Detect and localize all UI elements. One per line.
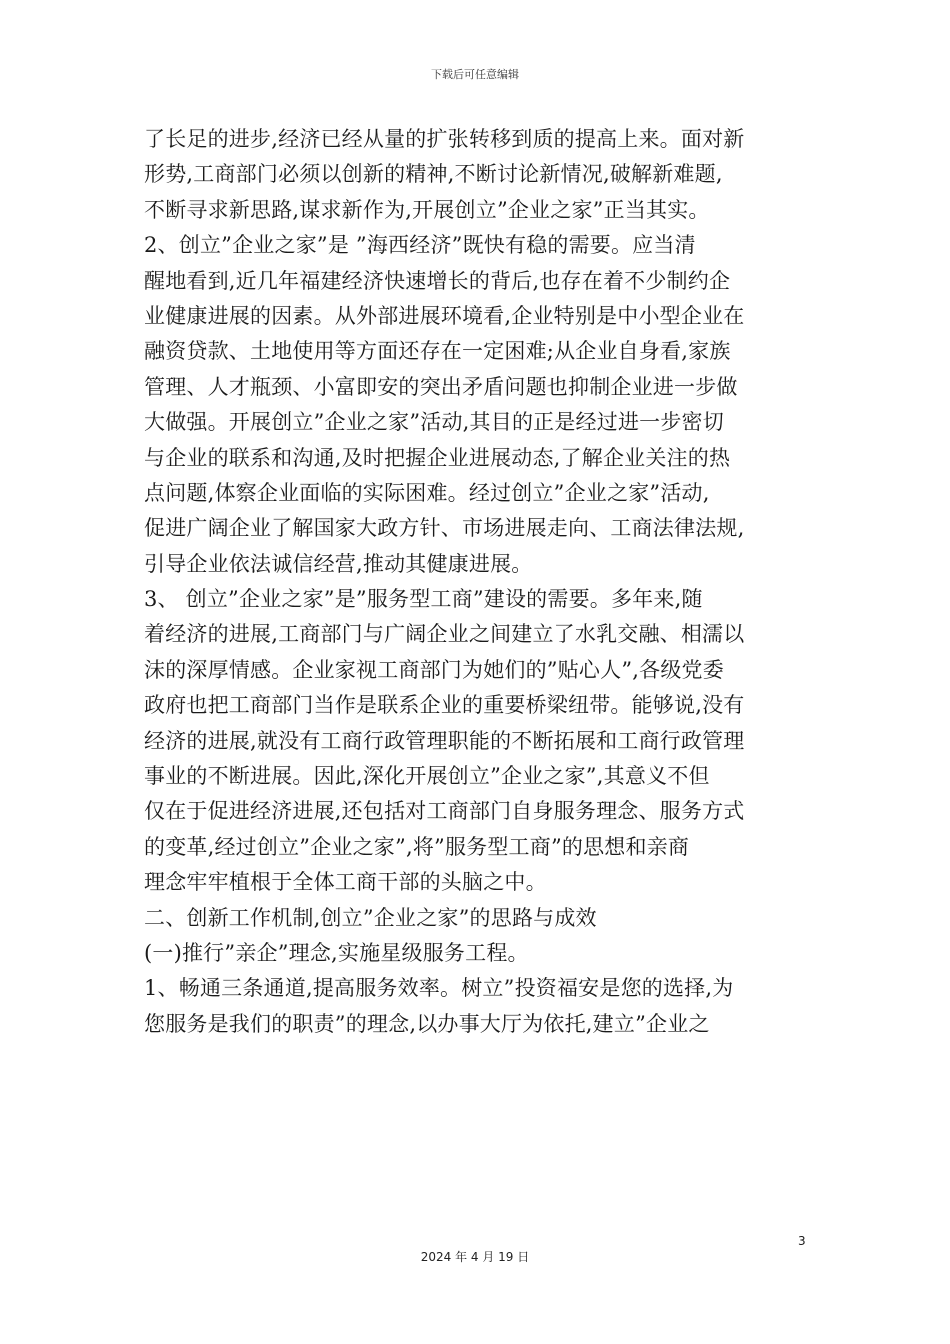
text-line: 3、 创立”企业之家”是”服务型工商”建设的需要。多年来,随 bbox=[144, 587, 703, 612]
text-line: 2、创立”企业之家”是 ”海西经济”既快有稳的需要。应当清 bbox=[144, 233, 696, 258]
text-line: 促进广阔企业了解国家大政方针、市场进展走向、工商法律法规, bbox=[144, 516, 745, 541]
text-line: 事业的不断进展。因此,深化开展创立”企业之家”,其意义不但 bbox=[144, 764, 710, 789]
text-line: 业健康进展的因素。从外部进展环境看,企业特别是中小型企业在 bbox=[144, 303, 745, 328]
text-line: 不断寻求新思路,谋求新作为,开展创立”企业之家”正当其实。 bbox=[144, 197, 710, 222]
text-line: 仅在于促进经济进展,还包括对工商部门自身服务理念、服务方式 bbox=[144, 799, 745, 824]
text-line: 融资贷款、土地使用等方面还存在一定困难;从企业自身看,家族 bbox=[144, 339, 731, 364]
text-line: 经济的进展,就没有工商行政管理职能的不断拓展和工商行政管理 bbox=[144, 728, 745, 753]
page-header: 下载后可任意编辑 bbox=[431, 68, 519, 81]
text-line: 沫的深厚情感。企业家视工商部门为她们的”贴心人”,各级党委 bbox=[144, 657, 724, 682]
text-line: 形势,工商部门必须以创新的精神,不断讨论新情况,破解新难题, bbox=[144, 162, 723, 187]
text-line: 理念牢牢植根于全体工商干部的头脑之中。 bbox=[144, 870, 547, 895]
text-line: 与企业的联系和沟通,及时把握企业进展动态,了解企业关注的热 bbox=[144, 445, 731, 470]
subsection-heading: (一)推行”亲企”理念,实施星级服务工程。 bbox=[144, 940, 529, 965]
text-line: 着经济的进展,工商部门与广阔企业之间建立了水乳交融、相濡以 bbox=[144, 622, 745, 647]
text-line: 您服务是我们的职责”的理念,以办事大厅为依托,建立”企业之 bbox=[144, 1011, 710, 1036]
text-line: 点问题,体察企业面临的实际困难。经过创立”企业之家”活动, bbox=[144, 480, 710, 505]
page-number: 3 bbox=[798, 1234, 806, 1248]
text-line: 政府也把工商部门当作是联系企业的重要桥梁纽带。能够说,没有 bbox=[144, 693, 745, 718]
text-line: 大做强。开展创立”企业之家”活动,其目的正是经过进一步密切 bbox=[144, 410, 724, 435]
text-line: 了长足的进步,经济已经从量的扩张转移到质的提高上来。面对新 bbox=[144, 127, 745, 151]
text-line: 醒地看到,近几年福建经济快速增长的背后,也存在着不少制约企 bbox=[144, 268, 731, 293]
text-line: 1、畅通三条通道,提高服务效率。树立”投资福安是您的选择,为 bbox=[144, 976, 734, 1001]
body-text bbox=[144, 122, 824, 1042]
section-heading: 二、创新工作机制,创立”企业之家”的思路与成效 bbox=[144, 905, 597, 930]
text-line: 管理、人才瓶颈、小富即安的突出矛盾问题也抑制企业进一步做 bbox=[144, 374, 738, 399]
footer-date: 2024 年 4 月 19 日 bbox=[420, 1250, 530, 1264]
text-line: 的变革,经过创立”企业之家”,将”服务型工商”的思想和亲商 bbox=[144, 834, 690, 859]
text-line: 引导企业依法诚信经营,推动其健康进展。 bbox=[144, 551, 533, 576]
